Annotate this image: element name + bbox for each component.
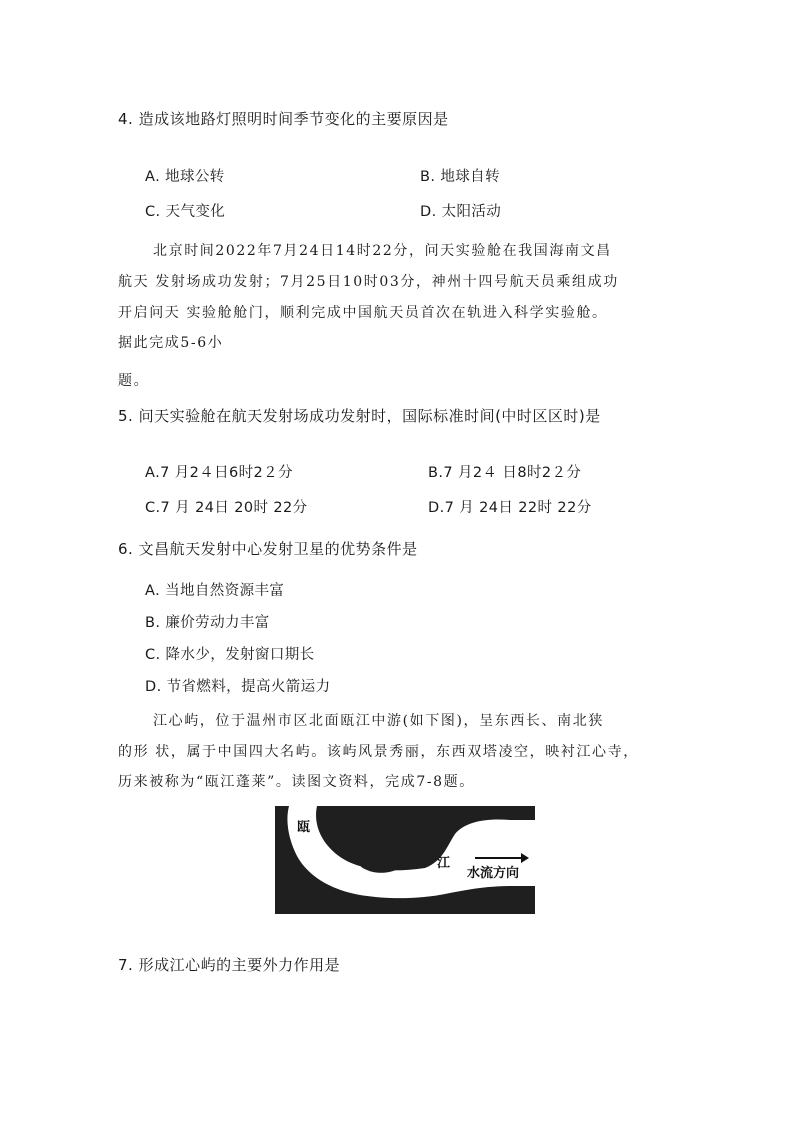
q6-option-b[interactable]: B. 廉价劳动力丰富 bbox=[145, 615, 270, 631]
passage1-line5: 题。 bbox=[118, 373, 150, 389]
q5-option-b[interactable]: B.7 月2４ 日8时2２分 bbox=[428, 465, 582, 481]
map-label-jiang: 江 bbox=[437, 856, 451, 871]
passage2-line1: 江心屿，位于温州市区北面瓯江中游(如下图)，呈东西长、南北狭 bbox=[153, 713, 604, 729]
q4-option-d[interactable]: D. 太阳活动 bbox=[420, 204, 502, 220]
q5-stem: 5. 问天实验舱在航天发射场成功发射时，国际标准时间(中时区区时)是 bbox=[118, 407, 601, 425]
passage2-line2: 的形 状，属于中国四大名屿。该屿风景秀丽，东西双塔凌空，映衬江心寺， bbox=[118, 744, 639, 760]
q6-option-a[interactable]: A. 当地自然资源丰富 bbox=[145, 583, 285, 599]
q5-option-c[interactable]: C.7 月 24日 20时 22分 bbox=[145, 500, 308, 516]
q5-option-d[interactable]: D.7 月 24日 22时 22分 bbox=[428, 500, 592, 516]
q7-stem: 7. 形成江心屿的主要外力作用是 bbox=[118, 956, 341, 974]
q4-option-a[interactable]: A. 地球公转 bbox=[145, 169, 225, 185]
q4-option-c[interactable]: C. 天气变化 bbox=[145, 204, 226, 220]
q6-option-d[interactable]: D. 节省燃料，提高火箭运力 bbox=[145, 679, 331, 695]
passage1-line4: 据此完成5-6小 bbox=[118, 335, 224, 351]
passage1-line1: 北京时间2022年7月24日14时22分，问天实验舱在我国海南文昌 bbox=[153, 243, 612, 259]
passage2-line3: 历来被称为“瓯江蓬莱”。读图文资料，完成7-8题。 bbox=[118, 774, 475, 790]
map-label-flow-direction: 水流方向 bbox=[467, 866, 520, 881]
passage1-line3: 开启问天 实验舱舱门，顺利完成中国航天员首次在轨进入科学实验舱。 bbox=[118, 305, 608, 321]
map-label-ou: 瓯 bbox=[297, 820, 311, 835]
q4-stem: 4. 造成该地路灯照明时间季节变化的主要原因是 bbox=[118, 110, 449, 128]
passage1-line2: 航天 发射场成功发射；7月25日10时03分，神州十四号航天员乘组成功 bbox=[118, 274, 619, 290]
q6-stem: 6. 文昌航天发射中心发射卫星的优势条件是 bbox=[118, 540, 418, 558]
q6-option-c[interactable]: C. 降水少，发射窗口期长 bbox=[145, 647, 315, 663]
river-map-figure bbox=[275, 806, 535, 914]
q4-option-b[interactable]: B. 地球自转 bbox=[420, 169, 500, 185]
q5-option-a[interactable]: A.7 月2４日6时2２分 bbox=[145, 465, 293, 481]
river-map-svg bbox=[275, 806, 535, 914]
